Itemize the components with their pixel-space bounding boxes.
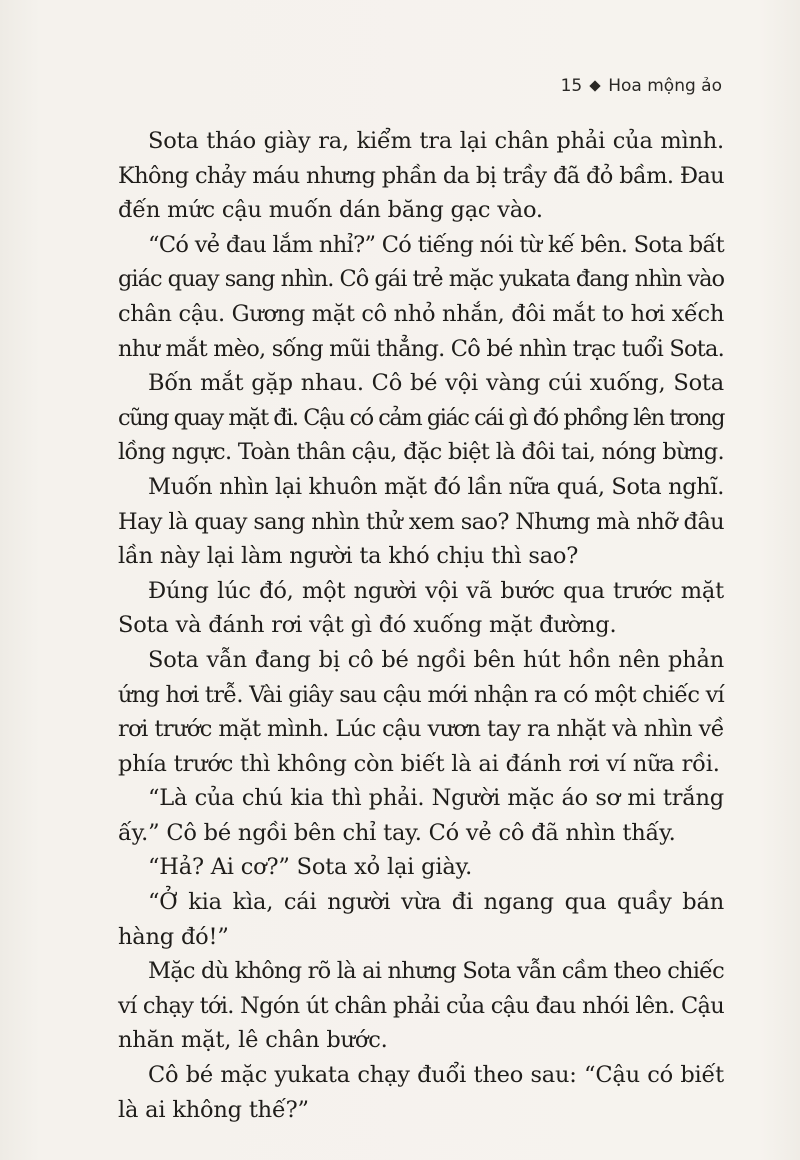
text-line: Sota và đánh rơi vật gì đó xuống mặt đường. [118,612,617,639]
text-line: như mắt mèo, sống mũi thẳng. Cô bé nhìn trạc tuổi Sota. [118,335,724,362]
text-line: đến mức cậu muốn dán băng gạc vào. [118,197,543,224]
text-line: hàng đó!” [118,923,229,950]
text-line: giác quay sang nhìn. Cô gái trẻ mặc yukata đang nhìn vào [118,266,724,293]
text-line: cũng quay mặt đi. Cậu có cảm giác cái gì đó phồng lên trong [118,404,724,431]
text-line: Cô bé mặc yukata chạy đuổi theo sau: “Cậu có biết [148,1062,724,1089]
text-line: Sota vẫn đang bị cô bé ngồi bên hút hồn nên phản [148,646,724,673]
text-line: Sota tháo giày ra, kiểm tra lại chân phải của mình. [148,128,724,154]
text-line: Bốn mắt gặp nhau. Cô bé vội vàng cúi xuống, Sota [148,370,724,397]
text-line: Hay là quay sang nhìn thử xem sao? Nhưng mà nhỡ đâu [118,508,724,535]
text-line: lồng ngực. Toàn thân cậu, đặc biệt là đôi tai, nóng bừng. [118,439,724,466]
diamond-separator-icon [590,80,601,91]
text-line: nhăn mặt, lê chân bước. [118,1027,388,1054]
text-line: ví chạy tới. Ngón út chân phải của cậu đau nhói lên. Cậu [118,992,724,1019]
text-line: “Ở kia kìa, cái người vừa đi ngang qua quầy bán [148,889,724,916]
text-line: Đúng lúc đó, một người vội vã bước qua trước mặt [148,577,724,604]
page-number: 15 [560,76,583,96]
text-line: “Là của chú kia thì phải. Người mặc áo sơ mi trắng [148,785,724,812]
chapter-title: Hoa mộng ảo [608,76,722,96]
text-line: ứng hơi trễ. Vài giây sau cậu mới nhận ra có một chiếc ví [118,681,724,708]
text-line: lần này lại làm người ta khó chịu thì sao? [118,543,579,570]
text-line: Muốn nhìn lại khuôn mặt đó lần nữa quá, Sota nghĩ. [148,473,724,500]
running-header [561,76,722,96]
text-line: Mặc dù không rõ là ai nhưng Sota vẫn cầm theo chiếc [148,958,724,985]
text-line: phía trước thì không còn biết là ai đánh rơi ví nữa rồi. [118,750,720,777]
text-line: Không chảy máu nhưng phần da bị trầy đã đỏ bầm. Đau [118,162,724,189]
text-line: ấy.” Cô bé ngồi bên chỉ tay. Có vẻ cô đã nhìn thấy. [118,819,676,846]
text-line: “Có vẻ đau lắm nhỉ?” Có tiếng nói từ kế bên. Sota bất [148,231,724,258]
text-line: là ai không thế?” [118,1096,309,1123]
text-line: chân cậu. Gương mặt cô nhỏ nhắn, đôi mắt to hơi xếch [118,300,724,327]
text-line: “Hả? Ai cơ?” Sota xỏ lại giày. [148,854,473,881]
body-text [118,124,724,1127]
text-line: rơi trước mặt mình. Lúc cậu vươn tay ra nhặt và nhìn về [118,716,724,743]
